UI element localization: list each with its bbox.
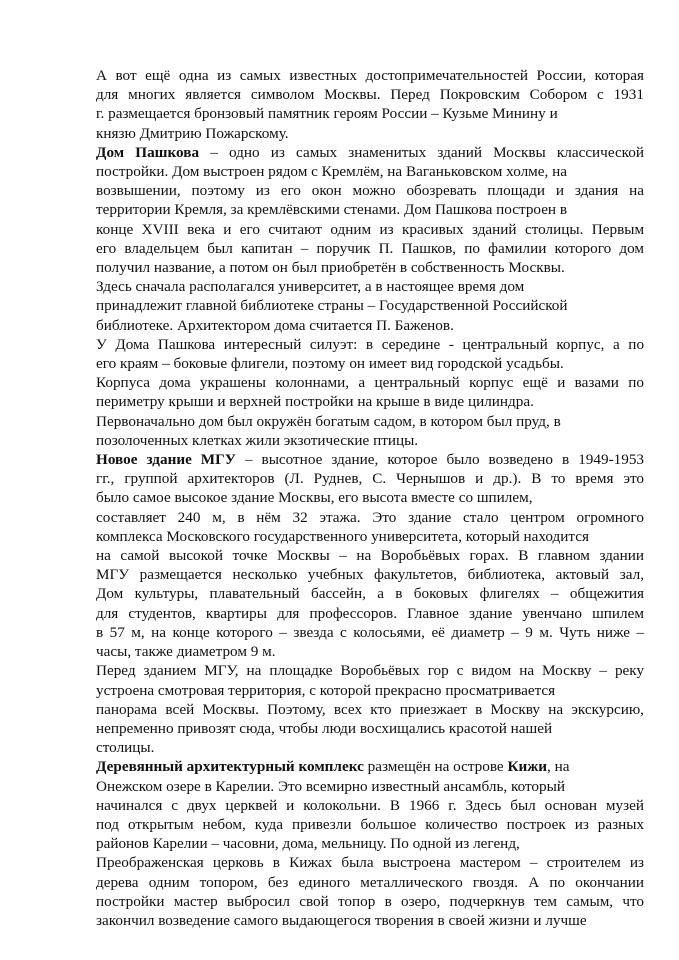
text-run: – высотное здание, которое было возведено в 1949-1953 — [235, 451, 645, 469]
bold-term: Кижи — [507, 758, 547, 776]
text-line — [96, 258, 644, 277]
text-run: Корпуса дома украшены колоннами, а центральный корпус ещё и вазами по — [96, 374, 644, 392]
paragraph — [96, 757, 644, 930]
text-line — [96, 834, 644, 853]
text-line — [96, 335, 644, 354]
text-line — [96, 143, 644, 162]
text-line — [96, 623, 644, 642]
bold-term: Новое здание МГУ — [96, 451, 236, 469]
text-run: на самой высокой точке Москвы – на Воробьёвых горах. В главном здании — [96, 547, 645, 565]
paragraph — [96, 143, 644, 335]
text-line — [96, 642, 644, 661]
text-run: территории Кремля, за кремлёвскими стенами. Дом Пашкова построен в — [96, 201, 568, 219]
text-line — [96, 796, 644, 815]
text-run: периметру крыши и верхней постройки на крыше в виде цилиндра. — [96, 393, 534, 411]
text-line — [96, 738, 644, 757]
text-run: МГУ размещается несколько учебных факультетов, библиотека, актовый зал, — [96, 566, 644, 584]
text-line — [96, 85, 644, 104]
text-run: под открытым небом, куда привезли большое количество построек из разных — [96, 815, 645, 833]
text-run: устроена смотровая территория, с которой прекрасно просматривается — [96, 681, 556, 699]
text-line — [96, 354, 644, 373]
text-line — [96, 719, 644, 738]
text-line — [96, 239, 644, 258]
text-line — [96, 162, 644, 181]
text-run: У Дома Пашкова интересный силуэт: в середине - центральный корпус, а по — [96, 335, 645, 353]
text-line — [96, 431, 644, 450]
text-line — [96, 104, 644, 123]
text-line — [96, 815, 644, 834]
text-run: непременно привозят сюда, чтобы люди восхищались красотой нашей — [96, 719, 553, 737]
text-line — [96, 181, 644, 200]
text-line — [96, 892, 644, 911]
text-line — [96, 546, 644, 565]
document-page — [96, 66, 644, 930]
text-line — [96, 469, 644, 488]
text-run: для многих является символом Москвы. Перед Покровским Собором с 1931 — [96, 86, 644, 104]
text-line — [96, 296, 644, 315]
text-run: Преображенская церковь в Кижах была выстроена мастером – строителем из — [96, 854, 645, 872]
paragraph — [96, 661, 644, 757]
text-run: панорама всей Москвы. Поэтому, всех кто приезжает в Москву на экскурсию, — [96, 700, 644, 718]
text-run: – одно из самых знаменитых зданий Москвы классической — [199, 143, 645, 161]
text-run: А вот ещё одна из самых известных достопримечательностей России, которая — [96, 67, 645, 84]
bold-term: Деревянный архитектурный комплекс — [96, 758, 364, 776]
text-run: библиотеке. Архитектором дома считается П. Баженов. — [96, 316, 454, 334]
text-run: начинался с двух церквей и колокольни. В 1966 г. Здесь был основан музей — [96, 796, 644, 814]
text-run: конце XVIII века и его считают одним из красивых зданий столицы. Первым — [96, 220, 645, 238]
text-line — [96, 661, 644, 680]
text-line — [96, 700, 644, 719]
text-run: часы, также диаметром 9 м. — [96, 643, 276, 661]
text-run: для студентов, квартиры для профессоров. Главное здание увенчано шпилем — [96, 604, 644, 622]
text-line — [96, 757, 644, 776]
text-run: комплекса Московского государственного университета, который находится — [96, 527, 589, 545]
text-line — [96, 450, 644, 469]
text-line — [96, 911, 644, 930]
paragraph — [96, 450, 644, 661]
text-run: районов Карелии – часовни, дома, мельницу. По одной из легенд, — [96, 835, 520, 853]
text-line — [96, 508, 644, 527]
text-line — [96, 777, 644, 796]
text-run: возвышении, поэтому из его окон можно обозревать площади и здания на — [96, 182, 645, 200]
text-run: позолоченных клетках жили экзотические птицы. — [96, 431, 419, 449]
text-run: г. размещается бронзовый памятник героям России – Кузьме Минину и — [96, 105, 558, 123]
text-line — [96, 200, 644, 219]
text-run: размещён на острове — [363, 758, 508, 776]
text-line — [96, 277, 644, 296]
text-line — [96, 527, 644, 546]
text-line — [96, 565, 644, 584]
text-line — [96, 604, 644, 623]
text-run: Онежском озере в Карелии. Это всемирно известный ансамбль, который — [96, 777, 565, 795]
text-line — [96, 124, 644, 143]
text-run: столицы. — [96, 739, 155, 757]
text-run: дерева одним топором, без единого металлического гвоздя. А по окончании — [96, 873, 644, 891]
text-line — [96, 681, 644, 700]
text-run: закончил возведение самого выдающегося творения в своей жизни и лучше — [96, 911, 587, 929]
text-run: Перед зданием МГУ, на площадке Воробьёвых гор с видом на Москву – реку — [96, 662, 645, 680]
text-line — [96, 392, 644, 411]
text-run: Здесь сначала располагался университет, а в настоящее время дом — [96, 278, 525, 296]
paragraph — [96, 335, 644, 450]
text-run: его краям – боковые флигели, поэтому он имеет вид городской усадьбы. — [96, 355, 564, 373]
text-run: Дом культуры, плавательный бассейн, а в боковых флигелях – общежития — [96, 585, 645, 603]
text-line — [96, 853, 644, 872]
text-line — [96, 412, 644, 431]
text-line — [96, 488, 644, 507]
paragraph — [96, 66, 644, 143]
text-line — [96, 373, 644, 392]
text-run: гг., группой архитекторов (Л. Руднев, С. Чернышов и др.). В то время это — [96, 470, 645, 488]
text-run: было самое высокое здание Москвы, его высота вместе со шпилем, — [96, 489, 533, 507]
text-line — [96, 873, 644, 892]
bold-term: Дом Пашкова — [96, 143, 200, 161]
text-run: составляет 240 м, в нём 32 этажа. Это здание стало центром огромного — [96, 508, 644, 526]
text-line — [96, 584, 644, 603]
text-line — [96, 220, 644, 239]
text-run: в 57 м, на конце которого – звезда с колосьями, её диаметр – 9 м. Чуть ниже – — [96, 623, 645, 641]
text-run: князю Дмитрию Пожарскому. — [96, 124, 289, 142]
text-line — [96, 316, 644, 335]
text-run: Первоначально дом был окружён богатым садом, в котором был пруд, в — [96, 412, 561, 430]
text-run: , на — [546, 758, 570, 776]
text-run: его владельцем был капитан – поручик П. Пашков, по фамилии которого дом — [96, 239, 644, 257]
text-line — [96, 66, 644, 85]
text-run: постройки мастер выбросил свой топор в озеро, подчеркнув тем самым, что — [96, 892, 644, 910]
text-run: принадлежит главной библиотеке страны – Государственной Российской — [96, 297, 568, 315]
text-run: получил название, а потом он был приобретён в собственность Москвы. — [96, 259, 565, 277]
text-run: постройки. Дом выстроен рядом с Кремлём, на Ваганьковском холме, на — [96, 163, 567, 181]
